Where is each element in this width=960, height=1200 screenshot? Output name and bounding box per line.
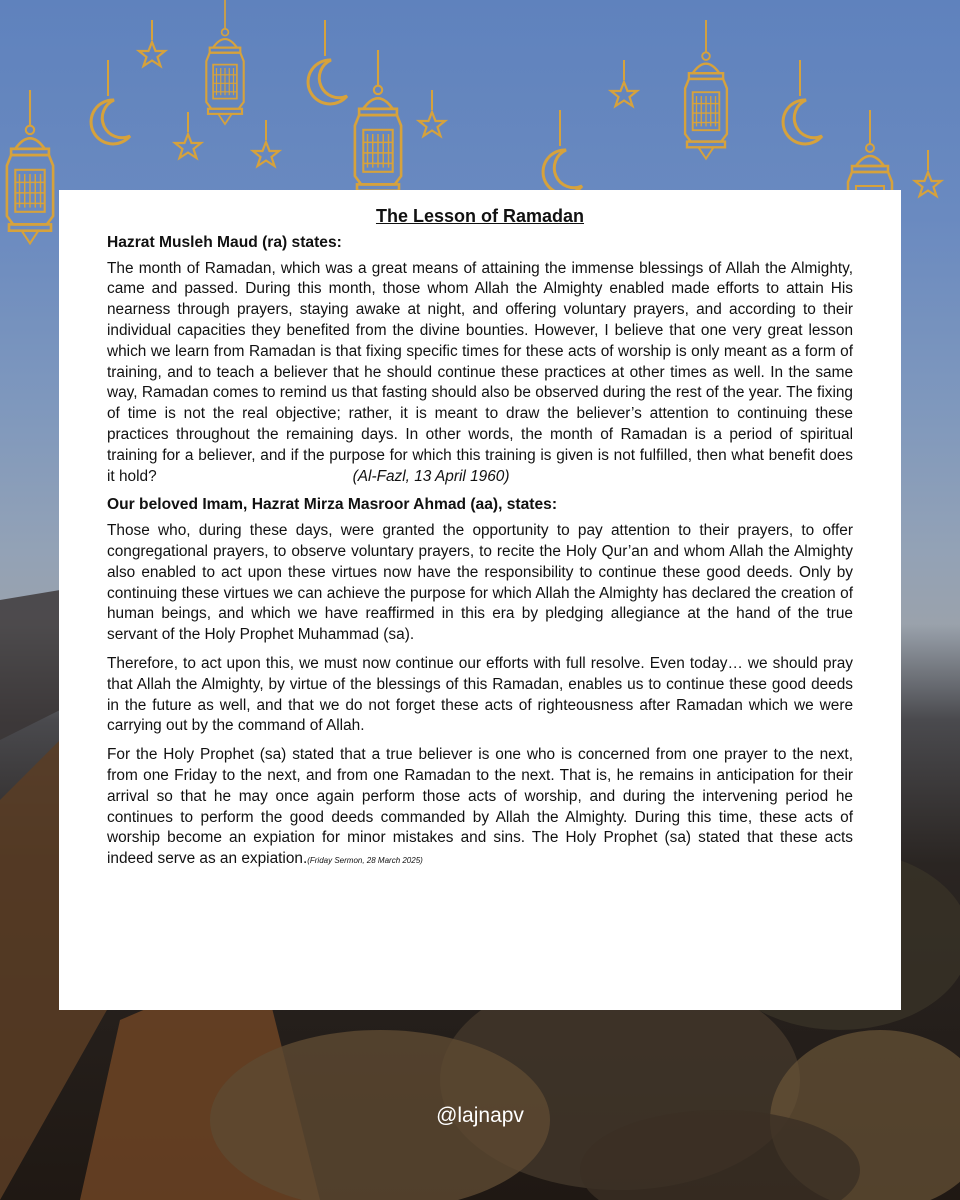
star-icon [915,150,941,196]
section1-heading: Hazrat Musleh Maud (ra) states: [107,233,342,251]
section2-paragraph-2: Therefore, to act upon this, we must now continue our efforts with full resolve. Even today… we should pray that Allah the Almighty, by virtue of the blessings of this Ramadan, enables us to continue these good deeds in the future as well, and that we do not forget these acts of righteousness after Ramadan which we were carrying out by the command of Allah. [107,654,853,735]
crescent-moon-icon [91,60,130,144]
section2-heading: Our beloved Imam, Hazrat Mirza Masroor Ahmad (aa), states: [107,496,558,514]
star-icon [139,20,165,66]
quote-card [59,190,901,1010]
star-icon [175,112,201,158]
lantern-icon [685,20,727,159]
lantern-icon [355,50,401,203]
star-icon [253,120,279,166]
section2-paragraph-1: Those who, during these days, were granted the opportunity to pay attention to their prayers, to offer congregational prayers, to observe voluntary prayers, to recite the Holy Qur’an and whom Allah the Almighty also enabled to act upon these virtues now have the responsibility to continue these good deeds. Only by continuing these virtues we can achieve the purpose for which Allah the Almighty has declared the creation of human beings, and which we have reaffirmed in this era by pledging allegiance at the hand of the true servant of the Holy Prophet Muhammad (sa). [107,522,853,644]
page-title: The Lesson of Ramadan [375,206,585,226]
social-handle: @lajnapv [436,1104,524,1127]
star-icon [611,60,637,106]
crescent-moon-icon [783,60,822,144]
section1-text: The month of Ramadan, which was a great means of attaining the immense blessings of Allah the Almighty, came and passed. During this month, those whom Allah the Almighty enabled made efforts to attain His nearness through prayers, staying awake at night, and offering voluntary prayers, and according to their individual capacities they benefited from the divine bounties. However, I believe that one very great lesson which we learn from Ramadan is that fixing specific times for these acts of worship is only meant as a form of training, and to teach a believer that he should continue these practices at other times as well. In the same way, Ramadan comes to remind us that fasting should also be observed during the rest of the year. The fixing of time is not the real objective; rather, it is meant to draw the believer’s attention to continuing these practices throughout the remaining days. In other words, the month of Ramadan is a period of spiritual training for a believer, and if the purpose for which this training is given is not fulfilled, then what benefit does it hold? [107,259,853,485]
section2-paragraph-3-text: For the Holy Prophet (sa) stated that a true believer is one who is concerned from one prayer to the next, from one Friday to the next, and from one Ramadan to the next. That is, he remains in anticipation for their arrival so that he may once again perform those acts of worship, and during the intervening period he continues to perform the good deeds commanded by Allah the Almighty. During this time, these acts of worship become an expiation for minor mistakes and sins. The Holy Prophet (sa) stated that these acts indeed serve as an expiation. [107,746,853,868]
section1-paragraph [107,259,853,488]
star-icon [419,90,445,136]
lantern-icon [206,0,243,124]
section2-paragraph-3 [107,745,853,872]
crescent-moon-icon [308,20,347,104]
section1-reference: (Al-Fazl, 13 April 1960) [352,467,510,485]
crescent-moon-icon [543,110,582,194]
section2-reference: (Friday Sermon, 28 March 2025) [307,856,423,866]
lantern-icon [7,90,53,243]
